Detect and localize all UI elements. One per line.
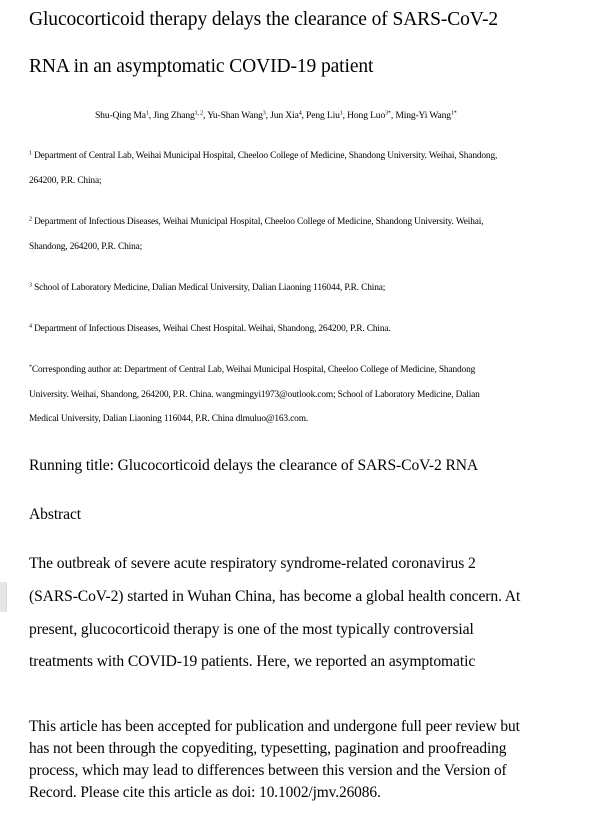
author: Yu-Shan Wang$^3$,	[207, 110, 271, 121]
author: Shu-Qing Ma$^1$,	[95, 110, 154, 121]
author: Hong Luo$^{3*}$,	[347, 110, 396, 121]
corresponding-author-line-2: University. Weihai, Shandong, 264200, P.R. China. wangmingyi1973@outlook.com; School of Laboratory Medicine, Dalian	[29, 390, 480, 400]
affiliation-2-line-1: $^2$ Department of Infectious Diseases, Weihai Municipal Hospital, Cheeloo College of Medicine, Shandong University. Weihai,	[29, 216, 484, 227]
author: Jing Zhang$^{1, 2}$,	[153, 110, 208, 121]
notice-line-4: Record. Please cite this article as doi: 10.1002/jmv.26086.	[29, 784, 381, 801]
abstract-heading: Abstract	[29, 506, 82, 523]
abstract-line-3: present, glucocorticoid therapy is one of the most typically controversial	[29, 621, 474, 638]
author: Jun Xia$^4$,	[270, 110, 307, 121]
side-tab-marker	[0, 582, 7, 612]
notice-line-3: process, which may lead to differences between this version and the Version of	[29, 762, 507, 779]
author: Ming-Yi Wang$^{1*}$	[395, 110, 457, 121]
author: Peng Liu$^1$,	[306, 110, 348, 121]
running-title: Running title: Glucocorticoid delays the clearance of SARS-CoV-2 RNA	[29, 457, 479, 474]
affiliation-1-line-1: $^1$ Department of Central Lab, Weihai Municipal Hospital, Cheeloo College of Medicine, Shandong University. Weihai, Shandong,	[29, 150, 498, 161]
paper-title-line-2: RNA in an asymptomatic COVID-19 patient	[29, 56, 374, 77]
abstract-line-1: The outbreak of severe acute respiratory syndrome-related coronavirus 2	[29, 555, 476, 572]
corresponding-author-line-1: *Corresponding author at: Department of Central Lab, Weihai Municipal Hospital, Cheeloo College of Medicine, Shandong	[29, 364, 476, 375]
author-list	[95, 110, 457, 121]
affiliation-2-line-2: Shandong, 264200, P.R. China;	[29, 242, 143, 252]
affiliation-3: $^3$ School of Laboratory Medicine, Dalian Medical University, Dalian Liaoning 116044, P.R. China;	[29, 282, 386, 293]
notice-line-1: This article has been accepted for publication and undergone full peer review but	[29, 718, 520, 735]
notice-line-2: has not been through the copyediting, typesetting, pagination and proofreading	[29, 740, 507, 757]
abstract-line-4: treatments with COVID-19 patients. Here, we reported an asymptomatic	[29, 653, 476, 670]
affiliation-4: $^4$ Department of Infectious Diseases, Weihai Chest Hospital. Weihai, Shandong, 264200, P.R. China.	[29, 323, 391, 334]
affiliation-1-line-2: 264200, P.R. China;	[29, 176, 102, 186]
abstract-line-2: (SARS-CoV-2) started in Wuhan China, has become a global health concern. At	[29, 588, 521, 605]
paper-title-line-1: Glucocorticoid therapy delays the clearance of SARS-CoV-2	[29, 9, 499, 30]
corresponding-author-line-3: Medical University, Dalian Liaoning 116044, P.R. China dlmuluo@163.com.	[29, 414, 309, 424]
